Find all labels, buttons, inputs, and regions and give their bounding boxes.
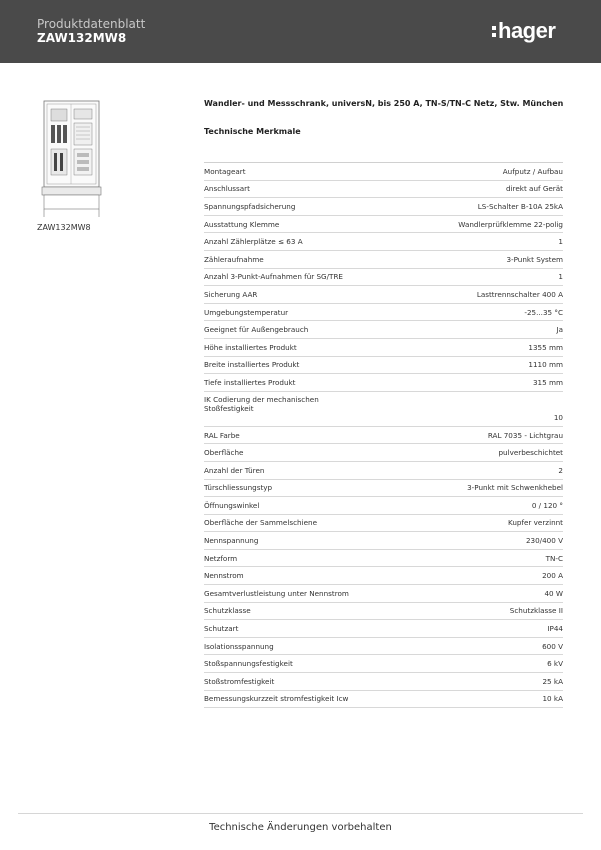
spec-value: 3-Punkt mit Schwenkhebel [467, 483, 563, 493]
spec-row [204, 444, 563, 462]
footer-note: Technische Änderungen vorbehalten [209, 822, 392, 833]
spec-row [204, 251, 563, 269]
spec-label: Gesamtverlustleistung unter Nennstrom [204, 588, 349, 598]
spec-row [204, 480, 563, 498]
footer-divider [18, 813, 583, 814]
spec-value: 315 mm [532, 377, 563, 387]
spec-row [204, 233, 563, 251]
spec-value: Schutzklasse II [509, 606, 563, 616]
spec-value: 200 A [542, 571, 563, 581]
spec-value: 230/400 V [525, 536, 563, 546]
spec-label: Stoßspannungsfestigkeit [204, 659, 293, 669]
spec-value: 1355 mm [528, 342, 563, 352]
spec-label: Öffnungswinkel [204, 500, 260, 510]
spec-value: 1 [558, 237, 563, 247]
spec-value: direkt auf Gerät [506, 184, 563, 194]
product-image [38, 97, 105, 219]
document-type: Produktdatenblatt [37, 17, 146, 31]
spec-value: TN-C [545, 553, 563, 563]
spec-label: Spannungspfadsicherung [204, 201, 296, 211]
spec-row [204, 603, 563, 621]
spec-value: 40 W [544, 588, 563, 598]
spec-row [204, 673, 563, 691]
spec-value: 25 kA [542, 676, 563, 686]
spec-label: Nennspannung [204, 536, 259, 546]
spec-value: IP44 [547, 624, 563, 634]
spec-row [204, 163, 563, 181]
spec-label: Schutzart [204, 624, 239, 634]
spec-label: Anschlussart [204, 184, 250, 194]
spec-row [204, 585, 563, 603]
spec-value: Wandlerprüfklemme 22-polig [458, 219, 563, 229]
spec-label: Bemessungskurzzeit stromfestigkeit Icw [204, 694, 349, 704]
section-title: Technische Merkmale [204, 127, 301, 136]
spec-row [204, 181, 563, 199]
spec-value: 3-Punkt System [506, 254, 563, 264]
spec-value: 10 kA [542, 694, 563, 704]
spec-row [204, 462, 563, 480]
spec-row [204, 515, 563, 533]
spec-label: Geeignet für Außengebrauch [204, 325, 309, 335]
spec-value: 2 [558, 465, 563, 475]
spec-label: Oberfläche der Sammelschiene [204, 518, 318, 528]
spec-row [204, 691, 563, 709]
spec-label: Schutzklasse [204, 606, 251, 616]
spec-row [204, 269, 563, 287]
spec-value: Aufputz / Aufbau [502, 166, 563, 176]
spec-value: 1 [558, 272, 563, 282]
spec-row [204, 392, 563, 427]
spec-value: Ja [556, 325, 563, 335]
spec-label: Umgebungstemperatur [204, 307, 289, 317]
spec-value: 10 [553, 412, 563, 422]
spec-value: 0 / 120 ° [531, 500, 563, 510]
spec-row [204, 550, 563, 568]
spec-label: Breite installiertes Produkt [204, 360, 300, 370]
spec-row [204, 638, 563, 656]
spec-row [204, 357, 563, 375]
page-header [0, 0, 601, 63]
spec-label: Sicherung AAR [204, 289, 258, 299]
spec-row [204, 286, 563, 304]
spec-row [204, 567, 563, 585]
spec-row [204, 321, 563, 339]
spec-label: Stoßstromfestigkeit [204, 676, 275, 686]
spec-row [204, 374, 563, 392]
spec-label: Oberfläche [204, 448, 244, 458]
spec-label: Ausstattung Klemme [204, 219, 280, 229]
specs-table [204, 162, 563, 708]
spec-value: 600 V [542, 641, 563, 651]
spec-row [204, 198, 563, 216]
spec-value: -25...35 °C [524, 307, 563, 317]
spec-label: RAL Farbe [204, 430, 240, 440]
spec-row [204, 620, 563, 638]
spec-row [204, 497, 563, 515]
spec-value: LS-Schalter B-10A 25kA [477, 201, 563, 211]
spec-row [204, 532, 563, 550]
spec-label: Anzahl 3-Punkt-Aufnahmen für SG/TRE [204, 272, 343, 282]
spec-label: Nennstrom [204, 571, 244, 581]
logo-dots-icon [492, 26, 496, 37]
product-image-caption: ZAW132MW8 [37, 223, 91, 232]
spec-label: Zähleraufnahme [204, 254, 264, 264]
spec-label: Isolationsspannung [204, 641, 274, 651]
product-code: ZAW132MW8 [37, 31, 127, 45]
spec-value: pulverbeschichtet [498, 448, 563, 458]
spec-label: Anzahl Zählerplätze ≤ 63 A [204, 237, 303, 247]
spec-label: Netzform [204, 553, 238, 563]
hager-logo [492, 18, 567, 44]
spec-label: Türschliessungstyp [204, 483, 273, 493]
spec-value: Kupfer verzinnt [508, 518, 563, 528]
brand-name: hager [498, 18, 556, 43]
spec-row [204, 304, 563, 322]
spec-row [204, 655, 563, 673]
spec-label: IK Codierung der mechanischen Stoßfestigkeit [204, 394, 319, 413]
spec-value: Lasttrennschalter 400 A [476, 289, 563, 299]
spec-row [204, 339, 563, 357]
spec-label: Anzahl der Türen [204, 465, 265, 475]
spec-value: RAL 7035 - Lichtgrau [487, 430, 563, 440]
spec-value: 6 kV [547, 659, 563, 669]
spec-label: Höhe installiertes Produkt [204, 342, 297, 352]
spec-label: Montageart [204, 166, 246, 176]
spec-row [204, 427, 563, 445]
product-title: Wandler- und Messschrank, universN, bis 250 A, TN-S/TN-C Netz, Stw. München [204, 99, 564, 108]
spec-row [204, 216, 563, 234]
spec-value: 1110 mm [528, 360, 563, 370]
spec-label: Tiefe installiertes Produkt [204, 377, 296, 387]
